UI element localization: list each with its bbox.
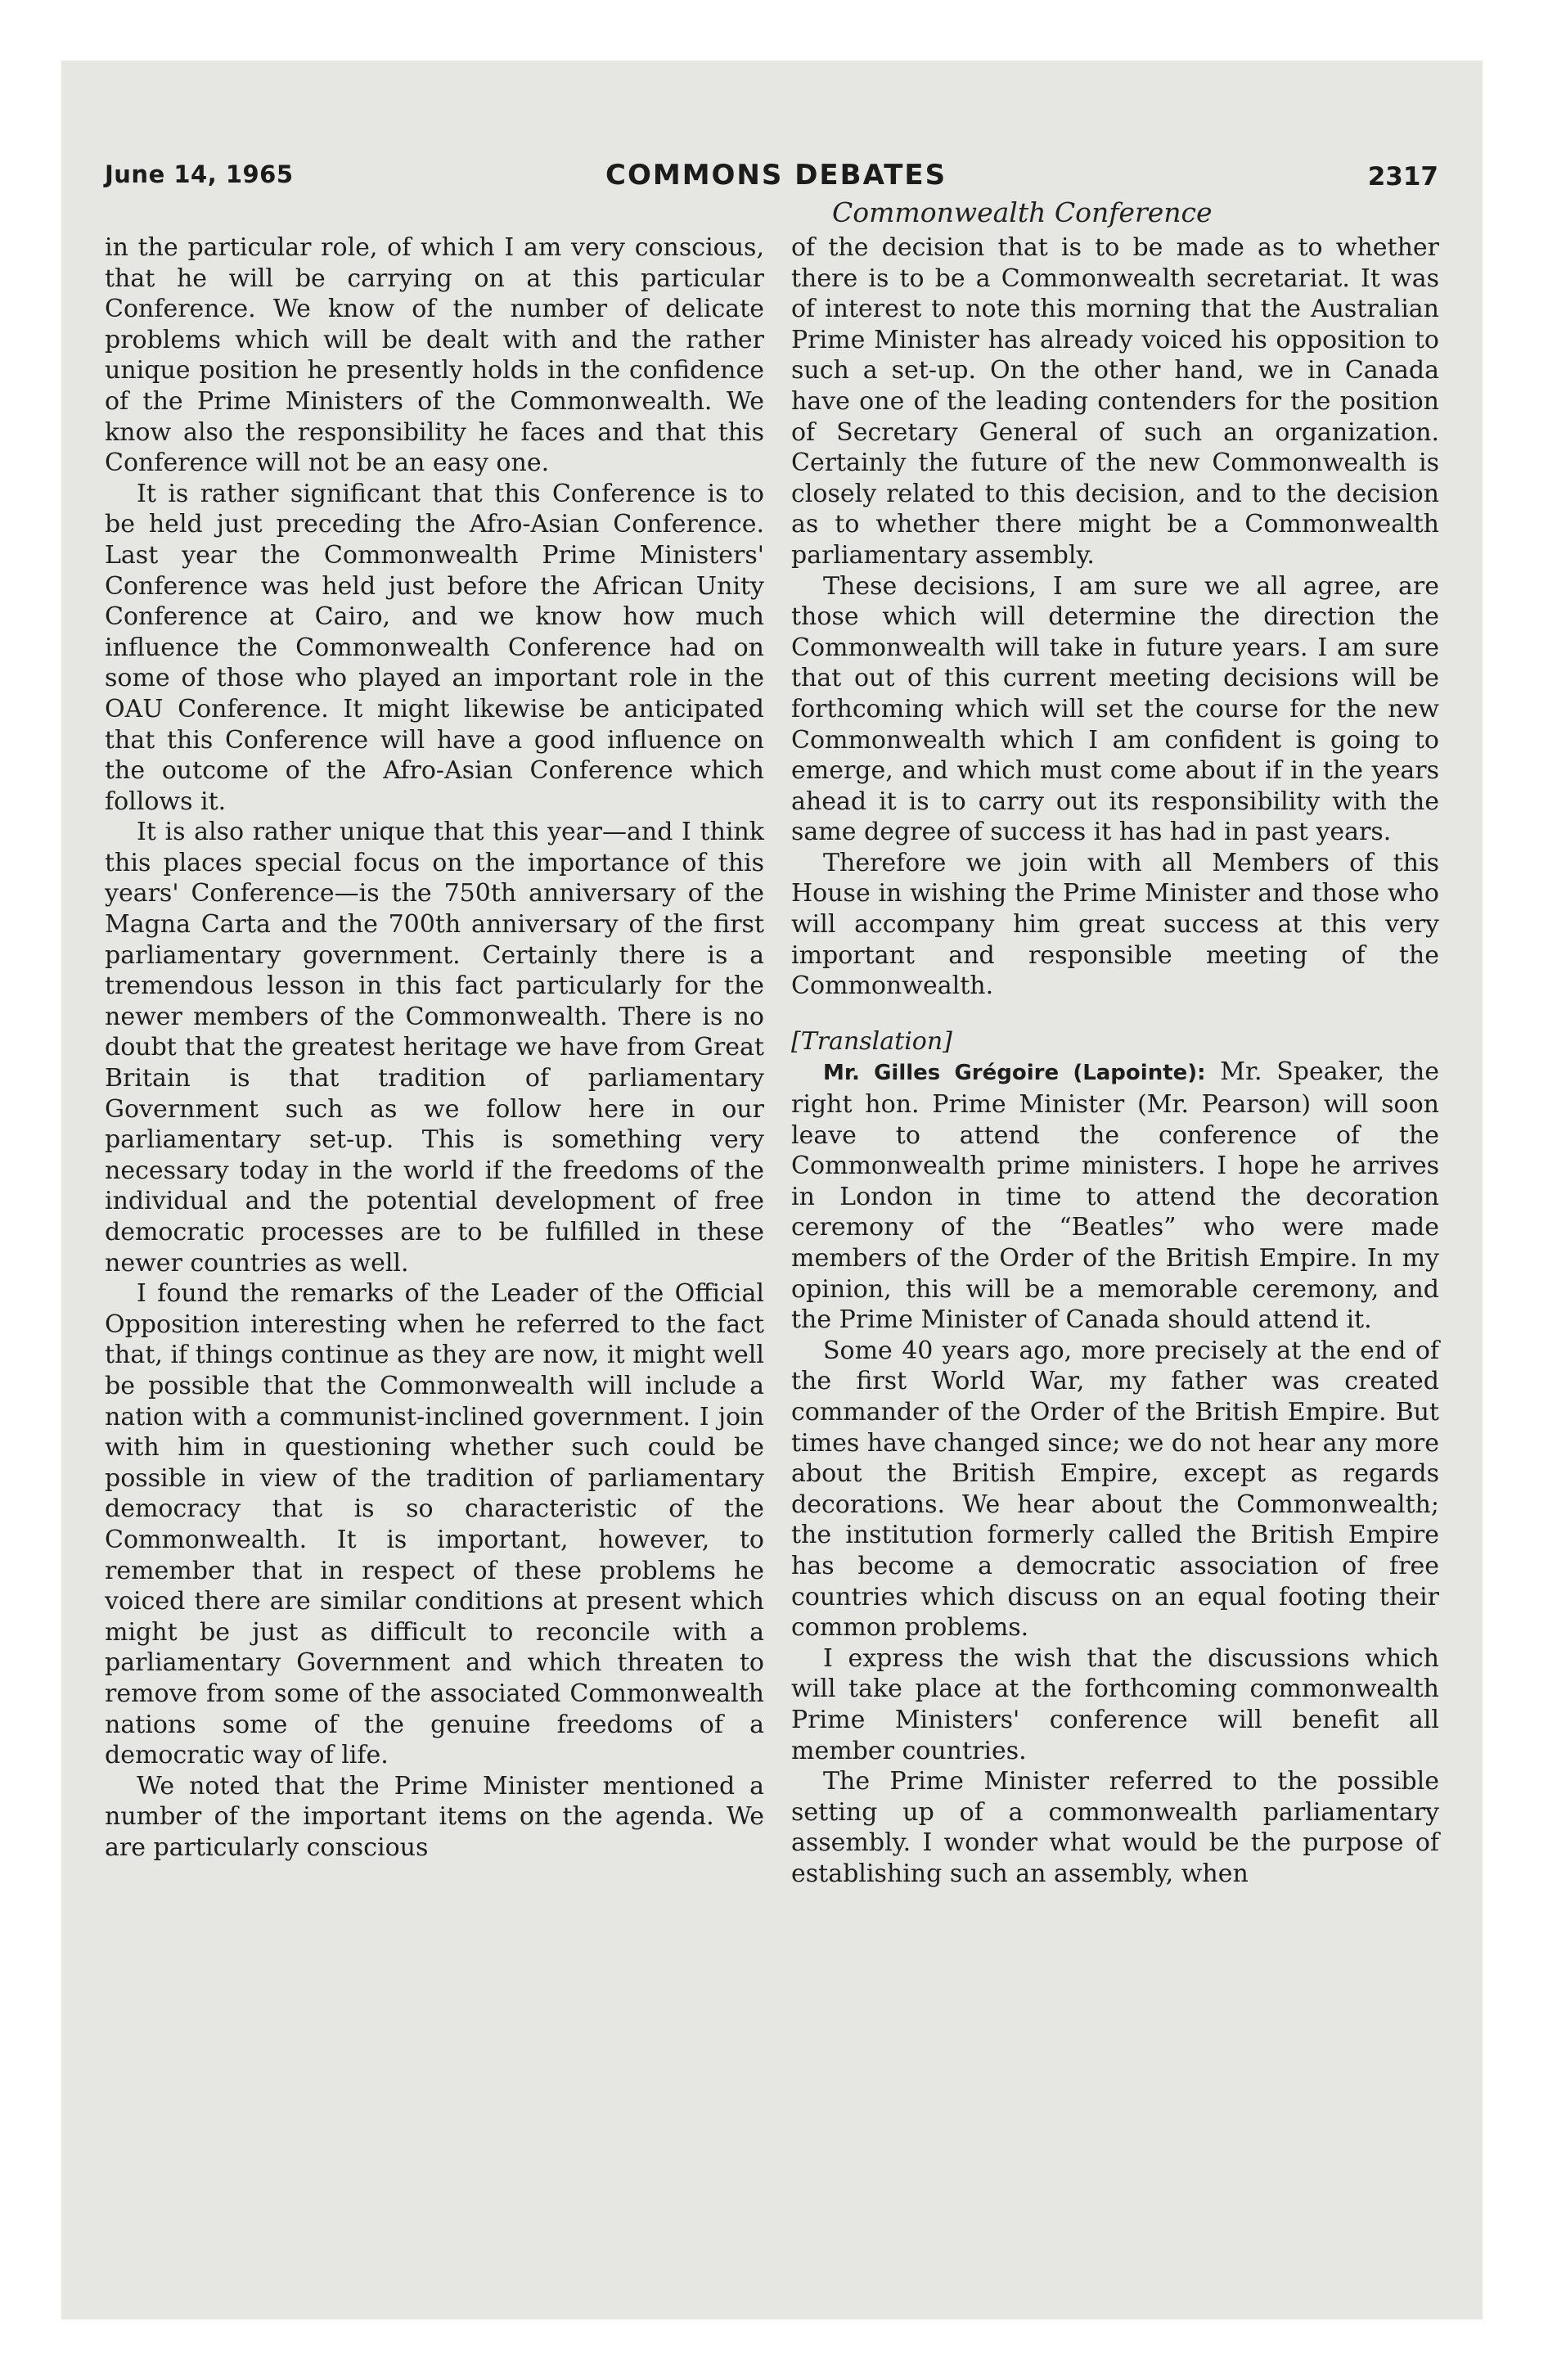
paragraph: It is also rather unique that this year—and I think this places special focus on the importance of this years' Conference—is the 750th anniversary of the Magna Carta and the 700th anniversary of the first parliamentary government. Certainly there is a tremendous lesson in this fact particularly for the newer members of the Commonwealth. There is no doubt that the greatest heritage we have from Great Britain is that tradition of parliamentary Government such as we follow here in our parliamentary set-up. This is something very necessary today in the world if the freedoms of the individual and the potential development of free democratic processes are to be fulfilled in these newer countries as well. bbox=[105, 818, 764, 1278]
paragraph: It is rather significant that this Conference is to be held just preceding the Afro-Asian Conference. Last year the Commonwealth Prime Ministers' Conference was held just before the African Unity Conference at Cairo, and we know how much influence the Commonwealth Conference had on some of those who played an important role in the OAU Conference. It might likewise be anticipated that this Conference will have a good influence on the outcome of the Afro-Asian Conference which follows it. bbox=[105, 479, 764, 816]
translation-label: [Translation] bbox=[791, 1026, 952, 1056]
header-publication: COMMONS DEBATES bbox=[605, 159, 947, 192]
paragraph: I found the remarks of the Leader of the Official Opposition interesting when he referred to the fact that, if things continue as they are now, it might well be possible that the Commonwealth will include a nation with a communist-inclined government. I join with him in questioning whether such could be possible in view of the tradition of parliamentary democracy that is so characteristic of the Commonwealth. It is important, however, to remember that in respect of these problems he voiced there are similar conditions at present which might be just as difficult to reconcile with a parliamentary Government and which threaten to remove from some of the associated Commonwealth nations some of the genuine freedoms of a democratic way of life. bbox=[105, 1279, 764, 1770]
paragraph: Some 40 years ago, more precisely at the end of the first World War, my father was created commander of the Order of the British Empire. But times have changed since; we do not hear any more about the British Empire, except as regards decorations. We hear about the Commonwealth; the institution formerly called the British Empire has become a democratic association of free countries which discuss on an equal footing their common problems. bbox=[791, 1336, 1439, 1643]
section-heading: Commonwealth Conference bbox=[832, 196, 1213, 228]
paragraph: The Prime Minister referred to the possible setting up of a commonwealth parliamentary assembly. I wonder what would be the purpose of establishing such an assembly, when bbox=[791, 1767, 1439, 1888]
speaker-text: Mr. Speaker, the right hon. Prime Minister (Mr. Pearson) will soon leave to attend the conference of the Commonwealth prime ministers. I hope he arrives in London in time to attend the decoration ceremony of the “Beatles” who were made members of the Order of the British Empire. In my opinion, this will be a memorable ceremony, and the Prime Minister of Canada should attend it. bbox=[791, 1057, 1439, 1335]
speaker-name: Mr. Gilles Grégoire (Lapointe): bbox=[823, 1061, 1206, 1086]
page-number: 2317 bbox=[1367, 162, 1438, 192]
paragraph: These decisions, I am sure we all agree, are those which will determine the direction the Commonwealth will take in future years. I am sure that out of this current meeting decisions will be forthcoming which will set the course for the new Commonwealth which I am confident is going to emerge, and which must come about if in the years ahead it is to carry out its responsibility with the same degree of success it has had in past years. bbox=[791, 571, 1439, 847]
speaker-paragraph bbox=[791, 1057, 1439, 1335]
paragraph: Therefore we join with all Members of this House in wishing the Prime Minister and those who will accompany him great success at this very important and responsible meeting of the Commonwealth. bbox=[791, 848, 1439, 1001]
paragraph: in the particular role, of which I am very conscious, that he will be carrying on at this particular Conference. We know of the number of delicate problems which will be dealt with and the rather unique position he presently holds in the confidence of the Prime Ministers of the Commonwealth. We know also the responsibility he faces and that this Conference will not be an easy one. bbox=[105, 233, 764, 478]
page-header bbox=[105, 152, 1438, 198]
right-column bbox=[791, 232, 1439, 1889]
paragraph: of the decision that is to be made as to whether there is to be a Commonwealth secretariat. It was of interest to note this morning that the Australian Prime Minister has already voiced his opposition to such a set-up. On the other hand, we in Canada have one of the leading contenders for the position of Secretary General of such an organization. Certainly the future of the new Commonwealth is closely related to this decision, and to the decision as to whether there might be a Commonwealth parliamentary assembly. bbox=[791, 233, 1439, 570]
paragraph: We noted that the Prime Minister mentioned a number of the important items on the agenda. We are particularly conscious bbox=[105, 1771, 764, 1862]
left-column bbox=[105, 232, 764, 1863]
paragraph: I express the wish that the discussions which will take place at the forthcoming commonwealth Prime Ministers' conference will benefit all member countries. bbox=[791, 1643, 1439, 1765]
header-date: June 14, 1965 bbox=[105, 160, 294, 188]
